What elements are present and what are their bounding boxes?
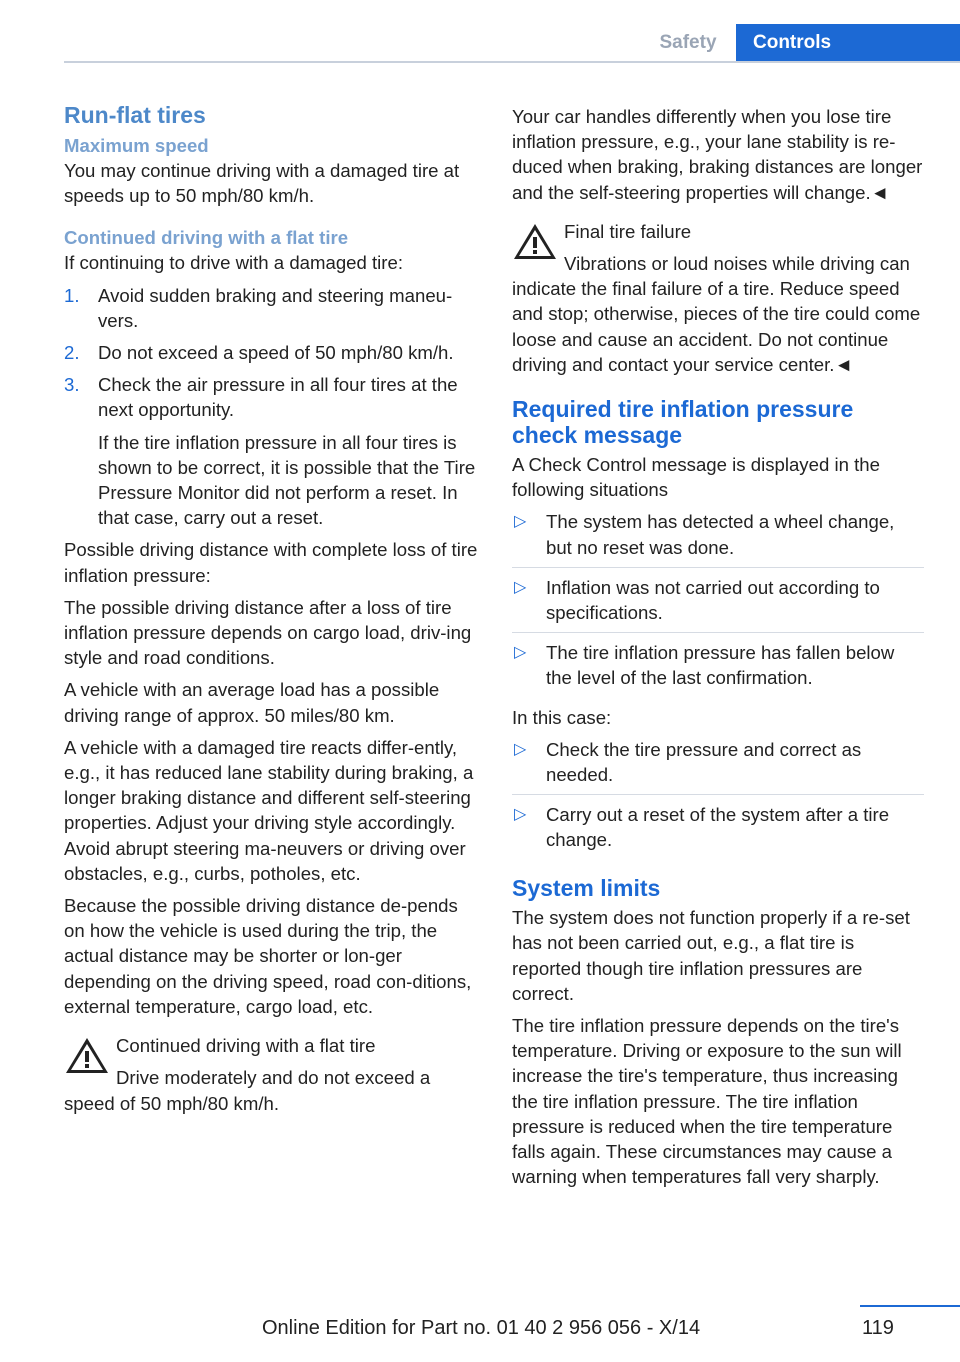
- list-item: [64, 283, 482, 333]
- triangle-bullet-icon: ▷: [514, 513, 527, 531]
- actions-list: [512, 737, 924, 860]
- paragraph-limits-reset: The system does not function properly if a re‐set has not been carried out, e.g., a flat tire is reported though tire inflation pressures are correct.: [512, 907, 910, 1004]
- tab-controls[interactable]: Controls: [736, 24, 960, 62]
- list-item-text: The system has detected a wheel change, but no reset was done.: [546, 511, 895, 558]
- footer-divider: [860, 1305, 960, 1307]
- heading-required-check: Required tire inflation pressure check message: [512, 396, 854, 448]
- warning-title: Final tire failure: [564, 220, 692, 242]
- list-item-text: The tire inflation pressure has fallen below the level of the last confirmation.: [546, 642, 895, 689]
- paragraph-check-control: A Check Control message is displayed in the following situations: [512, 454, 880, 501]
- list-item-text: Inflation was not carried out according to specifications.: [546, 576, 880, 624]
- page-number: 119: [862, 1317, 894, 1339]
- warning-triangle-icon: [64, 1035, 110, 1075]
- warning-text: Vibrations or loud noises while driving can indicate the final failure of a tire. Reduce speed and stop; otherwise, pieces of the tire could come loose and cause an accident. Do not continue driving and contact your service center.◄: [512, 253, 921, 375]
- paragraph-distance-depends: The possible driving distance after a loss of tire inflation pressure depends on cargo load, driv‐ing style and road conditions.: [64, 596, 472, 669]
- list-item-text: Check the tire pressure and correct as needed.: [546, 738, 862, 786]
- page-header: [0, 0, 960, 62]
- warning-title: Continued driving with a flat tire: [116, 1035, 376, 1057]
- step-number: 1.: [64, 284, 80, 306]
- paragraph-possible-distance: Possible driving distance with complete loss of tire inflation pressure:: [64, 539, 478, 586]
- steps-list: [64, 283, 482, 531]
- paragraph-damaged-tire: A vehicle with a damaged tire reacts differ‐ently, e.g., it has reduced lane stability during braking, a longer braking distance and different self-steering properties. Adjust your driving style accordingly. Avoid abrupt steering ma‐neuvers or driving over obstacles, e.g., curbs, potholes, etc.: [64, 736, 474, 884]
- step-text: Avoid sudden braking and steering maneu‐vers.: [98, 284, 453, 331]
- heading-run-flat-tires: Run-flat tires: [64, 102, 206, 128]
- step-text: Do not exceed a speed of 50 mph/80 km/h.: [98, 342, 454, 364]
- heading-system-limits: System limits: [512, 874, 661, 901]
- list-item: [512, 640, 924, 697]
- list-item-text: Carry out a reset of the system after a tire change.: [546, 804, 890, 851]
- paragraph-if-continuing: If continuing to drive with a damaged tire:: [64, 252, 404, 274]
- list-item: [512, 575, 924, 633]
- left-column: [64, 100, 482, 1123]
- warning-box: [64, 1033, 482, 1116]
- paragraph-average-load: A vehicle with an average load has a possible driving range of approx. 50 miles/80 km.: [64, 679, 440, 726]
- warning-triangle-icon: [512, 221, 558, 261]
- step-number: 3.: [64, 374, 80, 396]
- step-text: Check the air pressure in all four tires at the next opportunity.: [98, 374, 458, 421]
- list-item: [64, 372, 482, 530]
- edition-footer: Online Edition for Part no. 01 40 2 956 056 - X/14: [262, 1317, 701, 1339]
- right-column: [512, 100, 924, 1196]
- list-item: [512, 802, 924, 859]
- warning-text: Drive moderately and do not exceed a speed of 50 mph/80 km/h.: [64, 1067, 431, 1114]
- paragraph-because: Because the possible driving distance de‐pends on how the vehicle is used during the trip, the actual distance may be shorter or lon‐ger depending on the driving speed, road con‐ditions, external temperature, cargo load, etc.: [64, 895, 472, 1017]
- warning-box: [512, 219, 924, 377]
- list-item: [64, 340, 482, 365]
- paragraph-max-speed: You may continue driving with a damaged tire at speeds up to 50 mph/80 km/h.: [64, 160, 460, 207]
- triangle-bullet-icon: ▷: [514, 740, 527, 758]
- situations-list: [512, 509, 924, 697]
- heading-continued-driving: Continued driving with a flat tire: [64, 227, 349, 249]
- paragraph-handles-differently: Your car handles differently when you lose tire inflation pressure, e.g., your lane stability is re‐duced when braking, braking distances are longer and the self-steering properties will change.◄: [512, 106, 923, 203]
- heading-maximum-speed: Maximum speed: [64, 135, 209, 156]
- list-item: [512, 737, 924, 795]
- paragraph-in-this-case: In this case:: [512, 706, 612, 728]
- list-item: [512, 509, 924, 567]
- step-subtext: If the tire inflation pressure in all four tires is shown to be correct, it is possible that the Tire Pressure Monitor did not perform a reset. In that case, carry out a reset.: [98, 431, 476, 529]
- tab-safety[interactable]: Safety: [659, 32, 717, 53]
- triangle-bullet-icon: ▷: [514, 806, 527, 824]
- header-divider: [64, 61, 960, 63]
- triangle-bullet-icon: ▷: [514, 578, 527, 596]
- triangle-bullet-icon: ▷: [514, 644, 527, 662]
- step-number: 2.: [64, 342, 80, 364]
- paragraph-limits-temperature: The tire inflation pressure depends on the tire's temperature. Driving or exposure to the sun will increase the tire's temperature, thus increasing the tire inflation pressure. The tire inflation pressure is reduced when the tire temperature falls again. These circumstances may cause a warning when temperatures fall very sharply.: [512, 1014, 902, 1188]
